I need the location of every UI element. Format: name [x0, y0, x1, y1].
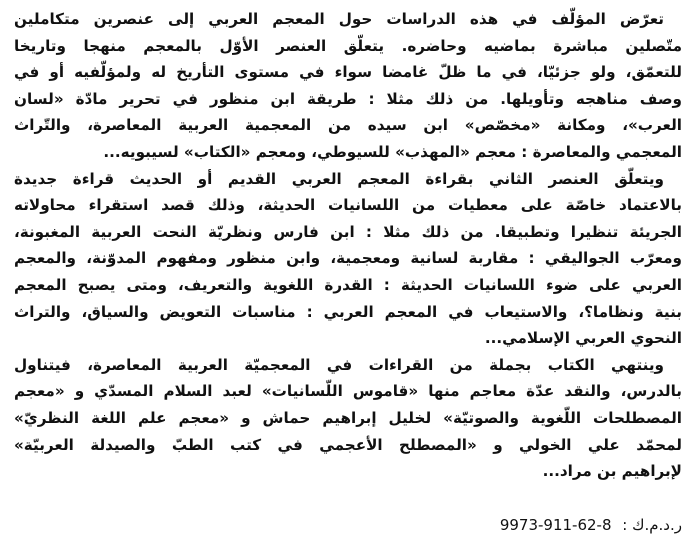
description-text [14, 6, 682, 485]
paragraph-2 [14, 166, 682, 352]
paragraph-line: وينتهي الكتاب بجملة من القراءات في المعجميّة العربية المعاصرة، فيتناول [14, 355, 664, 374]
paragraph-line: ومعرّب الجواليقي : مقاربة لسانية ومعجمية، وابن منظور ومفهوم المدوّنة، والمعجم [14, 249, 682, 268]
paragraph-line: بالاعتماد خاصّة على معطيات من اللسانيات الحديثة، وذلك قصد استقراء محاولاته [14, 196, 682, 215]
paragraph-line: المصطلحات اللّغوية والصوتيّة» لخليل إبراهيم حماش و «معجم علم اللغة النظريّ» [14, 408, 682, 427]
paragraph-line: بالدرس، والنقد عدّة معاجم منها «قاموس اللّسانيات» لعبد السلام المسدّي و «معجم [14, 382, 682, 401]
isbn-number: 9973-911-62-8 [499, 516, 612, 534]
paragraph-line: المعجمي والمعاصرة : معجم «المهذب» للسيوطي، ومعجم «الكتاب» لسيبويه... [103, 142, 682, 161]
paragraph-line: للتعمّق، ولو جزئيّا، في ما ظلّ غامضا سواء في مستوى التأريخ له ولمؤلّفيه أو في [14, 63, 682, 82]
isbn-label: ر.د.م.ك : [622, 516, 682, 534]
paragraph-3 [14, 352, 682, 485]
isbn-line [500, 516, 682, 534]
paragraph-line: ويتعلّق العنصر الثاني بقراءة المعجم العربي القديم أو الحديث قراءة جديدة [14, 169, 664, 188]
paragraph-line: لإبراهيم بن مراد... [542, 462, 682, 481]
paragraph-line: النحوي العربي الإسلامي... [484, 329, 682, 348]
paragraph-line: وصف مناهجه وتأويلها. من ذلك مثلا : طريقة ابن منظور في تحرير مادّة «لسان [14, 89, 682, 108]
paragraph-1 [14, 6, 682, 166]
paragraph-line: تعرّض المؤلّف في هذه الدراسات حول المعجم العربي إلى عنصرين متكاملين [14, 10, 664, 28]
paragraph-line: بنية ونظاما؟، والاستيعاب في المعجم العربي : مناسبات التعويض والسياق، والتراث [14, 302, 682, 321]
paragraph-line: متّصلين مباشرة بماضيه وحاضره. يتعلّق العنصر الأوّل بالمعجم منهجا وتاريخا [14, 36, 682, 55]
paragraph-line: الجريئة تنظيرا وتطبيقا. من ذلك مثلا : ابن فارس ونظريّة النحت العربية المغبونة، [14, 222, 682, 241]
paragraph-line: لمحمّد علي الخولي و «المصطلح الأعجمي في كتب الطبّ والصيدلة العربيّة» [14, 435, 682, 454]
paragraph-line: العربي على ضوء اللسانيات الحديثة : القدرة اللغوية والتعريف، ومتى يصبح المعجم [14, 275, 682, 294]
paragraph-line: العرب»، ومكانة «مخصّص» ابن سيده من المعجمية العربية المعاصرة، والتّراث [14, 116, 682, 135]
